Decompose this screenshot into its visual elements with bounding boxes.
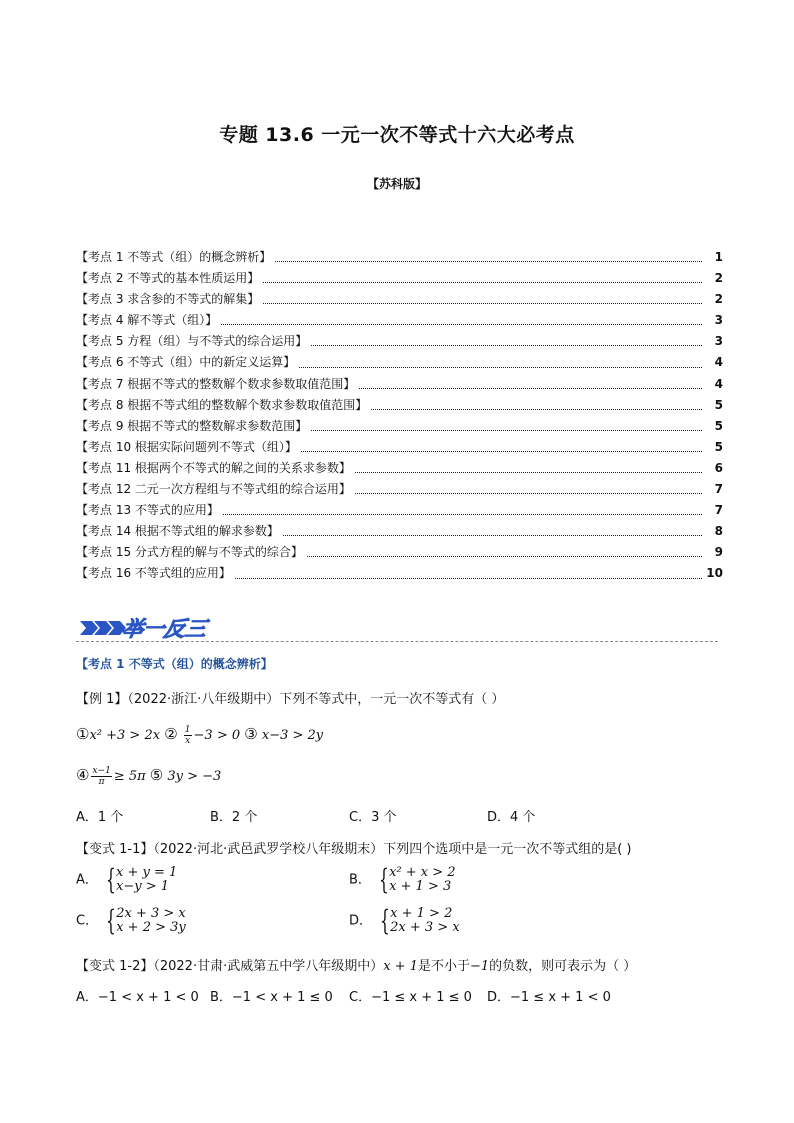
variant-1-1-stem: 【变式 1-1】（2022·河北·武邑武罗学校八年级期末）下列四个选项中是一元一次不等式组的是( ) [76, 842, 632, 857]
example-1-items-row1 [76, 725, 323, 746]
page-title: 专题 13.6 一元一次不等式十六大必考点 [219, 124, 575, 146]
toc-leader [283, 535, 702, 536]
toc-entry[interactable] [76, 247, 723, 268]
option-c[interactable]: C．−1 ≤ x + 1 ≤ 0 [349, 990, 472, 1005]
toc-label: 【考点 15 分式方程的解与不等式的综合】 [76, 545, 303, 560]
item-expression: x−3 > 2y [261, 728, 324, 743]
toc-entry[interactable] [76, 331, 723, 352]
banner-title: 举一反三 [120, 616, 209, 641]
item-expression: ≥ 5π [113, 769, 146, 784]
toc-page: 7 [714, 503, 723, 518]
option-b[interactable]: B．−1 < x + 1 ≤ 0 [210, 990, 333, 1005]
banner-graphic [78, 608, 258, 644]
toc-label: 【考点 6 不等式（组）中的新定义运算】 [76, 355, 296, 370]
toc-entry[interactable] [76, 268, 723, 289]
toc-leader [235, 578, 702, 579]
toc-page: 3 [714, 334, 723, 349]
toc-page: 4 [714, 376, 723, 391]
item-expression: 3y > −3 [167, 769, 222, 784]
fraction: $\frac{1}{x}$ [184, 725, 191, 746]
toc-page: 4 [714, 355, 723, 370]
toc-label: 【考点 5 方程（组）与不等式的综合运用】 [76, 334, 308, 349]
toc-leader [275, 261, 702, 262]
toc-page: 5 [714, 397, 723, 412]
toc-entry[interactable] [76, 563, 723, 584]
toc-leader [355, 493, 702, 494]
toc-label: 【考点 13 不等式的应用】 [76, 503, 219, 518]
toc-page: 6 [714, 460, 723, 475]
toc-label: 【考点 1 不等式（组）的概念辨析】 [76, 250, 272, 264]
option-a[interactable]: A．−1 < x + 1 < 0 [76, 990, 199, 1005]
item-marker: ④ [76, 766, 90, 784]
toc-entry[interactable] [76, 542, 723, 563]
toc-page: 5 [714, 418, 723, 433]
inequality-system: { 2x + 3 > x x + 2 > 3y [106, 904, 186, 937]
toc-label: 【考点 8 根据不等式组的整数解个数求参数取值范围】 [76, 397, 368, 412]
option-a[interactable]: A． { x + y = 1 x−y > 1 [76, 863, 178, 896]
example-1-items-row2 [76, 766, 221, 787]
item-marker: ③ [244, 725, 258, 743]
toc-entry[interactable] [76, 352, 723, 373]
toc-entry[interactable] [76, 479, 723, 500]
toc-label: 【考点 11 根据两个不等式的解之间的关系求参数】 [76, 460, 351, 475]
toc-entry[interactable] [76, 437, 723, 458]
toc-label: 【考点 10 根据实际问题列不等式（组）】 [76, 439, 297, 454]
page-subtitle: 【苏科版】 [366, 177, 427, 191]
table-of-contents [76, 247, 723, 585]
toc-leader [359, 388, 702, 389]
toc-leader [223, 514, 702, 515]
option-a[interactable]: A．1 个 [76, 810, 124, 825]
example-1-stem: 【例 1】（2022·浙江·八年级期中）下列不等式中，一元一次不等式有（ ） [76, 692, 505, 707]
toc-page: 2 [714, 271, 723, 286]
toc-entry[interactable] [76, 416, 723, 437]
toc-label: 【考点 3 求含参的不等式的解集】 [76, 292, 260, 307]
item-expression: −3 > 0 [193, 728, 241, 743]
item-expression: x² +3 > 2x [89, 728, 161, 743]
section-banner [78, 608, 718, 644]
inequality-system: { x + 1 > 2 2x + 3 > x [380, 904, 460, 937]
toc-entry[interactable] [76, 521, 723, 542]
section-heading: 【考点 1 不等式（组）的概念辨析】 [76, 657, 273, 671]
option-d[interactable]: D． { x + 1 > 2 2x + 3 > x [349, 904, 460, 937]
option-b[interactable]: B．2 个 [210, 810, 258, 825]
option-d[interactable]: D．4 个 [487, 810, 536, 825]
toc-label: 【考点 14 根据不等式组的解求参数】 [76, 524, 279, 539]
toc-entry[interactable] [76, 310, 723, 331]
inequality-system: { x + y = 1 x−y > 1 [106, 863, 178, 896]
section-divider [76, 641, 718, 642]
fraction: $\frac{x-1}{\pi}$ [92, 766, 111, 787]
toc-page: 2 [714, 292, 723, 307]
triple-arrow-icon [80, 621, 126, 635]
toc-page: 10 [706, 566, 723, 581]
toc-leader [355, 472, 702, 473]
toc-entry[interactable] [76, 500, 723, 521]
toc-page: 9 [714, 545, 723, 560]
toc-page: 1 [714, 250, 723, 264]
toc-entry[interactable] [76, 395, 723, 416]
toc-leader [307, 556, 702, 557]
toc-leader [299, 367, 702, 368]
toc-page: 8 [714, 524, 723, 539]
variant-1-2-stem: 【变式 1-2】（2022·甘肃·武威第五中学八年级期中）x + 1是不小于−1的负数，则可表示为（ ） [76, 959, 637, 974]
toc-leader [263, 282, 702, 283]
toc-leader [311, 430, 702, 431]
toc-page: 3 [714, 313, 723, 328]
toc-leader [221, 324, 702, 325]
toc-leader [371, 409, 702, 410]
toc-entry[interactable] [76, 458, 723, 479]
toc-label: 【考点 12 二元一次方程组与不等式组的综合运用】 [76, 482, 351, 497]
option-c[interactable]: C．3 个 [349, 810, 397, 825]
item-marker: ⑤ [149, 766, 164, 784]
toc-label: 【考点 9 根据不等式的整数解求参数范围】 [76, 418, 308, 433]
toc-entry[interactable] [76, 289, 723, 310]
inequality-system: { x² + x > 2 x + 1 > 3 [379, 863, 456, 896]
toc-leader [301, 451, 702, 452]
toc-label: 【考点 4 解不等式（组）】 [76, 313, 218, 328]
toc-leader [263, 303, 702, 304]
option-c[interactable]: C． { 2x + 3 > x x + 2 > 3y [76, 904, 186, 937]
toc-label: 【考点 2 不等式的基本性质运用】 [76, 271, 260, 286]
toc-leader [311, 345, 702, 346]
item-marker: ② [164, 725, 178, 743]
toc-page: 5 [714, 439, 723, 454]
toc-page: 7 [714, 482, 723, 497]
option-d[interactable]: D．−1 ≤ x + 1 < 0 [487, 990, 611, 1005]
item-marker: ① [76, 725, 90, 743]
toc-entry[interactable] [76, 374, 723, 395]
toc-label: 【考点 16 不等式组的应用】 [76, 566, 231, 581]
toc-label: 【考点 7 根据不等式的整数解个数求参数取值范围】 [76, 376, 356, 391]
option-b[interactable]: B． { x² + x > 2 x + 1 > 3 [349, 863, 456, 896]
